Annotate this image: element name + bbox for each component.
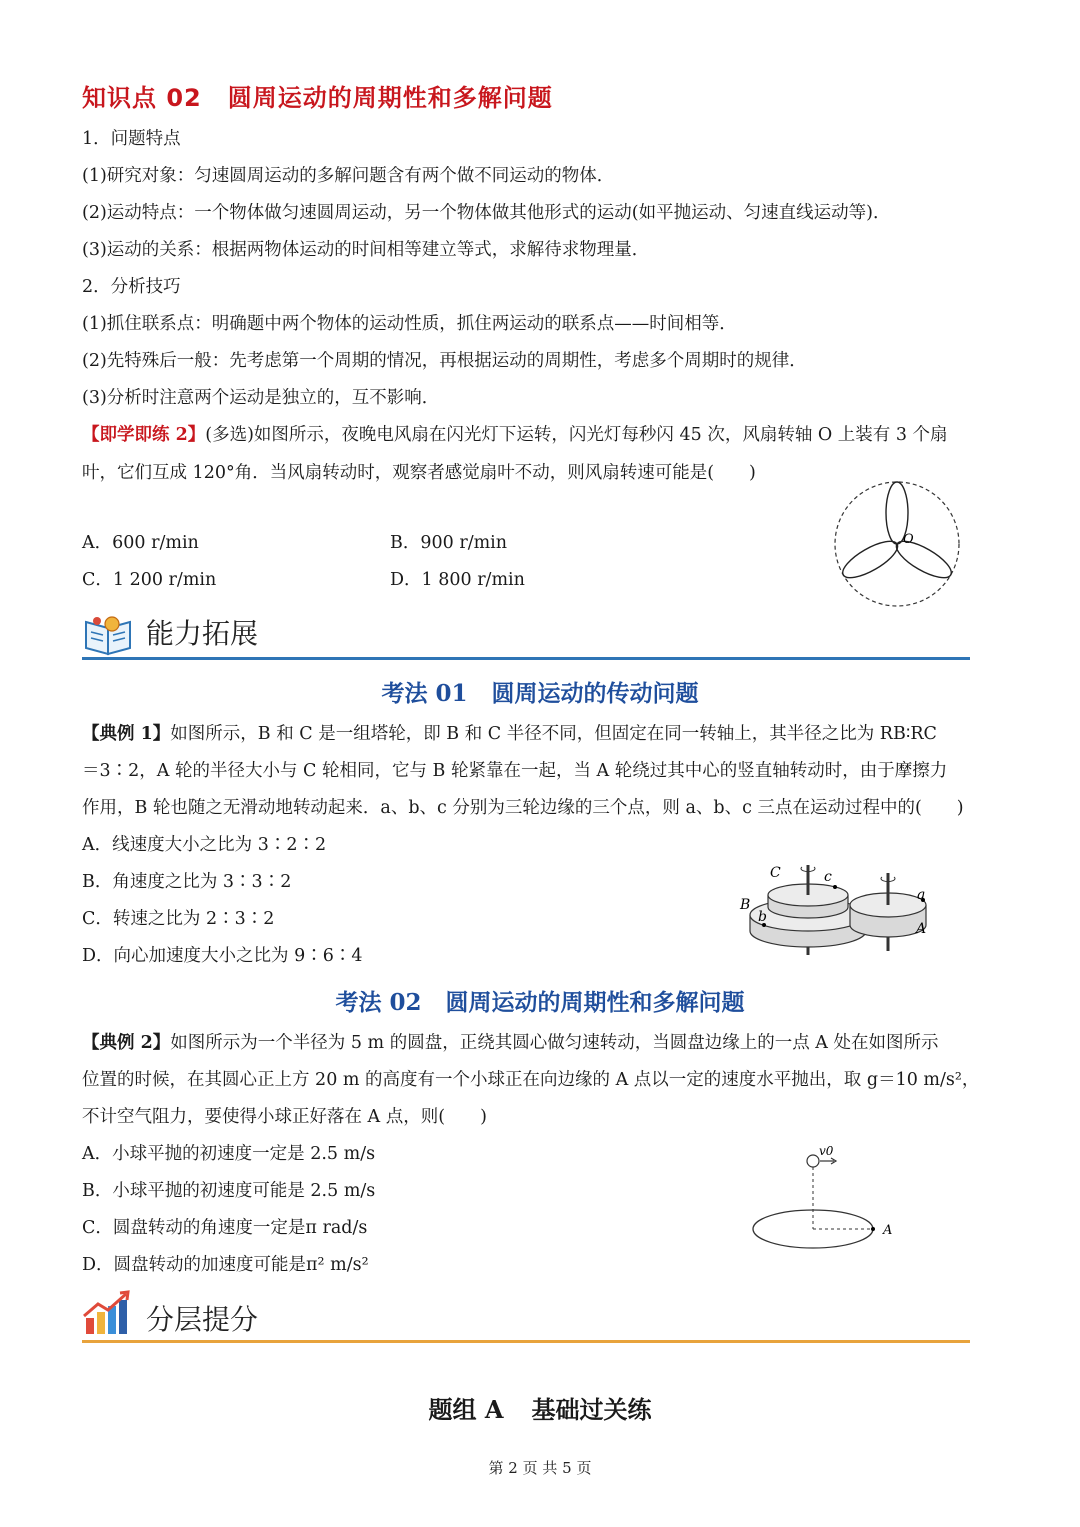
example1-tag: 【典例 1】 <box>82 724 171 744</box>
example2-option-c: C．圆盘转动的角速度一定是π rad/s <box>82 1218 368 1238</box>
practice2-line2: 叶，它们互成 120°角．当风扇转动时，观察者感觉扇叶不动，则风扇转速可能是( ) <box>82 463 756 483</box>
example2-text1: 如图所示为一个半径为 5 m 的圆盘，正绕其圆心做匀速转动，当圆盘边缘上的一点 A 处在如图所示 <box>170 1033 939 1053</box>
label-wheel-a: A <box>916 921 927 937</box>
fan-blade-right <box>892 534 957 584</box>
example1-line2: ＝3∶2，A 轮的半径大小与 C 轮相同，它与 B 轮紧靠在一起，当 A 轮绕过其中心的竖直轴转动时，由于摩擦力 <box>82 761 948 781</box>
fan-figure <box>833 480 963 610</box>
label-point-a: a <box>917 887 926 903</box>
method1-label: 考法 01 <box>381 680 468 707</box>
example1-option-a: A．线速度大小之比为 3∶2∶2 <box>82 835 327 855</box>
knowledge-line: (3)运动的关系：根据两物体运动的时间相等建立等式，求解待求物理量． <box>82 240 650 260</box>
practice2-tag: 【即学即练 2】 <box>82 425 206 445</box>
example1-option-d: D．向心加速度大小之比为 9∶6∶4 <box>82 946 363 966</box>
page-footer: 第 2 页 共 5 页 <box>488 1459 592 1477</box>
practice2-text1: (多选)如图所示，夜晚电风扇在闪光灯下运转，闪光灯每秒闪 45 次，风扇转轴 O 上装有 3 个扇 <box>205 425 948 445</box>
example2-tag: 【典例 2】 <box>82 1033 171 1053</box>
knowledge-line: 2．分析技巧 <box>82 277 181 297</box>
practice2-option-d: D．1 800 r/min <box>390 570 525 590</box>
label-wheel-c: C <box>770 865 781 881</box>
label-point-b: b <box>758 909 767 925</box>
knowledge-line: (2)先特殊后一般：先考虑第一个周期的情况，再根据运动的周期性，考虑多个周期时的规律． <box>82 351 807 371</box>
knowledge-title <box>82 78 553 113</box>
label-point-c: c <box>824 869 832 885</box>
ball <box>807 1155 819 1167</box>
example2-line1 <box>82 1031 938 1055</box>
example2-option-b: B．小球平抛的初速度可能是 2.5 m/s <box>82 1181 376 1201</box>
method2-heading: 圆周运动的周期性和多解问题 <box>445 989 745 1016</box>
example1-text1: 如图所示，B 和 C 是一组塔轮，即 B 和 C 半径不同，但固定在同一转轴上，其半径之比为 RB∶RC <box>170 724 937 744</box>
fan-blade-left <box>838 534 903 584</box>
example2-option-d: D．圆盘转动的加速度可能是π² m/s² <box>82 1255 369 1275</box>
label-wheel-b: B <box>740 897 751 913</box>
disk-projectile-figure <box>750 1145 910 1255</box>
tower-wheel-figure <box>740 855 940 955</box>
section-title-ability: 能力拓展 <box>146 617 259 650</box>
group-label: 题组 A <box>428 1395 504 1424</box>
book-icon <box>82 612 138 658</box>
knowledge-heading: 圆周运动的周期性和多解问题 <box>227 84 553 112</box>
example2-line3: 不计空气阻力，要使得小球正好落在 A 点，则( ) <box>82 1107 487 1127</box>
practice2-option-c: C．1 200 r/min <box>82 570 217 590</box>
section-title-layered: 分层提分 <box>146 1303 259 1336</box>
example2-line2: 位置的时候，在其圆心正上方 20 m 的高度有一个小球正在向边缘的 A 点以一定的速度水平抛出，取 g＝10 m/s²， <box>82 1070 980 1090</box>
knowledge-line: (3)分析时注意两个运动是独立的，互不影响． <box>82 388 440 408</box>
knowledge-line: (2)运动特点：一个物体做匀速圆周运动，另一个物体做其他形式的运动(如平抛运动、匀速直线运动等)． <box>82 203 891 223</box>
label-a: A <box>883 1223 893 1238</box>
example1-line3: 作用，B 轮也随之无滑动地转动起来．a、b、c 分别为三轮边缘的三个点，则 a、b、c 三点在运动过程中的( ) <box>82 798 964 818</box>
knowledge-label: 知识点 02 <box>82 84 202 112</box>
practice2-line1 <box>82 423 948 447</box>
example1-line1 <box>82 722 937 746</box>
method2-title <box>0 984 1080 1017</box>
example1-option-b: B．角速度之比为 3∶3∶2 <box>82 872 292 892</box>
group-heading: 基础过关练 <box>531 1395 652 1424</box>
example2-option-a: A．小球平抛的初速度一定是 2.5 m/s <box>82 1144 376 1164</box>
method1-title <box>0 675 1080 708</box>
chart-icon <box>82 1290 132 1336</box>
fan-axis-label: O <box>903 532 914 547</box>
section-divider-blue <box>82 657 970 660</box>
knowledge-line: 1．问题特点 <box>82 129 181 149</box>
knowledge-line: (1)抓住联系点：明确题中两个物体的运动性质，抓住两运动的联系点——时间相等． <box>82 314 737 334</box>
knowledge-line: (1)研究对象：匀速圆周运动的多解问题含有两个做不同运动的物体． <box>82 166 615 186</box>
label-v0: v0 <box>819 1144 834 1158</box>
method1-heading: 圆周运动的传动问题 <box>491 680 699 707</box>
practice2-option-a: A．600 r/min <box>82 533 199 553</box>
group-title <box>0 1390 1080 1425</box>
example1-option-c: C．转速之比为 2∶3∶2 <box>82 909 275 929</box>
method2-label: 考法 02 <box>335 989 422 1016</box>
practice2-option-b: B．900 r/min <box>390 533 508 553</box>
section-divider-orange <box>82 1340 970 1343</box>
